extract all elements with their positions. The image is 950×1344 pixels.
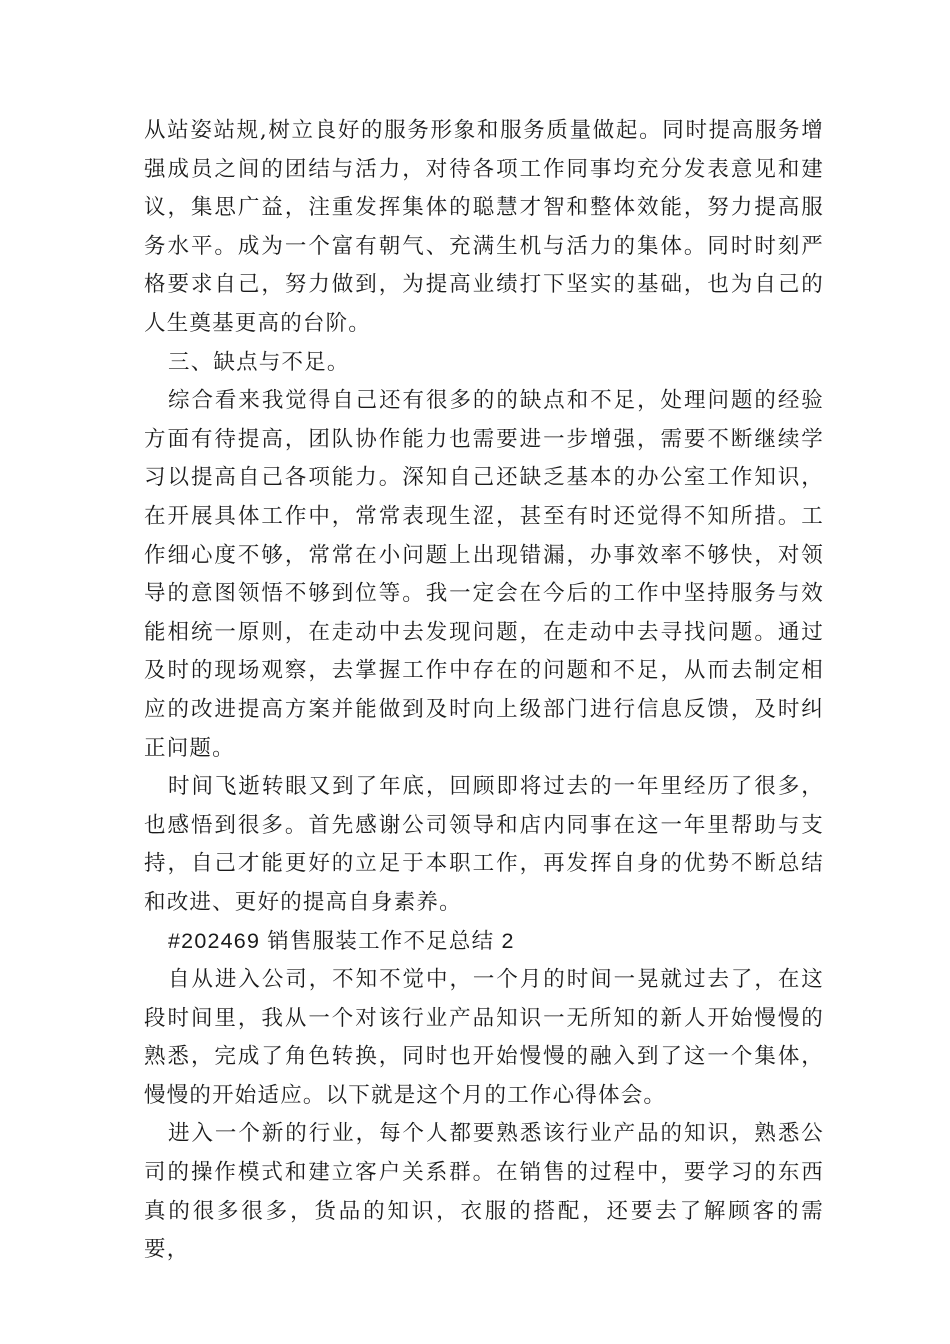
document-title-summary-2: #202469 销售服装工作不足总结 2 (168, 929, 515, 954)
paragraph-year-end-review: 时间飞逝转眼又到了年底，回顾即将过去的一年里经历了很多，也感悟到很多。首先感谢公司领导和店内同事在这一年里帮助与支持，自己才能更好的立足于本职工作，再发挥自身的优势不断总结和改进、更好的提高自身素养。 (144, 774, 824, 915)
document-body (144, 112, 824, 1270)
paragraph-shortcomings: 综合看来我觉得自己还有很多的的缺点和不足，处理问题的经验方面有待提高，团队协作能力也需要进一步增强，需要不断继续学习以提高自己各项能力。深知自己还缺乏基本的办公室工作知识，在开展具体工作中，常常表现生涩，甚至有时还觉得不知所措。工作细心度不够，常常在小问题上出现错漏，办事效率不够快，对领导的意图领悟不够到位等。我一定会在今后的工作中坚持服务与效能相统一原则，在走动中去发现问题，在走动中去寻找问题。通过及时的现场观察，去掌握工作中存在的问题和不足，从而去制定相应的改进提高方案并能做到及时向上级部门进行信息反馈，及时纠正问题。 (144, 388, 824, 761)
section-heading-shortcomings: 三、缺点与不足。 (168, 349, 350, 375)
paragraph-new-industry: 进入一个新的行业，每个人都要熟悉该行业产品的知识，熟悉公司的操作模式和建立客户关系群。在销售的过程中，要学习的东西真的很多很多，货品的知识，衣服的搭配，还要去了解顾客的需要， (144, 1121, 824, 1263)
paragraph-joining-company: 自从进入公司，不知不觉中，一个月的时间一晃就过去了，在这段时间里，我从一个对该行业产品知识一无所知的新人开始慢慢的熟悉，完成了角色转换，同时也开始慢慢的融入到了这一个集体，慢慢的开始适应。以下就是这个月的工作心得体会。 (144, 967, 824, 1108)
paragraph-service-image: 从站姿站规,树立良好的服务形象和服务质量做起。同时提高服务增强成员之间的团结与活力，对待各项工作同事均充分发表意见和建议，集思广益，注重发挥集体的聪慧才智和整体效能，努力提高服务水平。成为一个富有朝气、充满生机与活力的集体。同时时刻严格要求自己，努力做到，为提高业绩打下坚实的基础，也为自己的人生奠基更高的台阶。 (144, 118, 824, 336)
